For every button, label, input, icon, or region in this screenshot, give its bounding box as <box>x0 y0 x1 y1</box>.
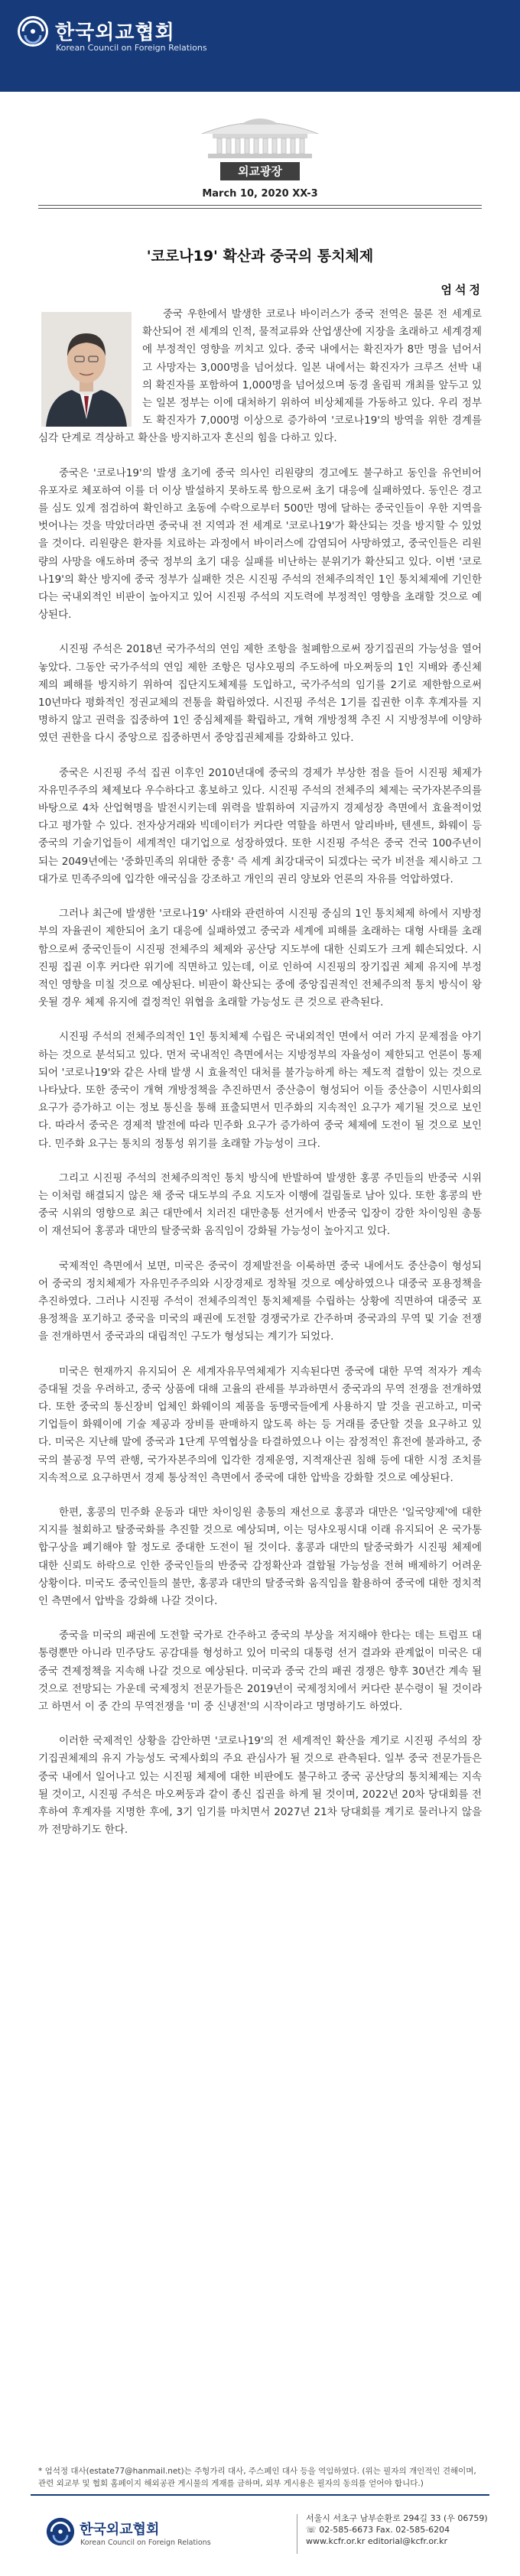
column-title-badge: 외교광장 <box>220 162 300 180</box>
footer-address: 서울시 서초구 남부순환로 294길 33 (우 06759) <box>306 2513 488 2523</box>
paragraph: 이러한 국제적인 상황을 감안하면 '코로나19'의 전 세계적인 확산을 계기로 시진핑 주석의 장기집권체제의 유지 가능성도 국제사회의 주요 관심사가 될 것으로 관측된다. 일부 중국 전문가들은 중국 내에서 일어나고 있는 시진핑 체제에 대한 비판에도 불구하고 중국 공산당의 통치체제는 지속될 것이고, 시진핑 주석은 마오쩌둥과 같이 종신 집권을 하게 될 것이며, 2022년 20차 당대회를 전후하여 후계자를 지명한 후에, 3기 임기를 마치면서 2027년 21차 당대회를 계기로 물러나지 않을까 전망하기도 한다. <box>38 1735 482 1837</box>
paragraph: 미국은 현재까지 유지되어 온 세계자유무역체제가 지속된다면 중국에 대한 무역 적자가 계속 증대될 것을 우려하고, 중국 상품에 대해 고율의 관세를 부과하면서 중국과의 무역 전쟁을 전개하였다. 또한 중국의 통신장비 업체인 화웨이의 제품을 동맹국들에게 사용하지 말 것을 권고하고, 미국 기업들이 화웨이에 기술 제공과 장비를 판매하지 않도록 하는 등 거래를 중단할 것을 요구하고 있다. 미국은 지난해 말에 중국과 1단계 무역협상을 타결하였으나 이는 잠정적인 휴전에 불과하고, 중국의 불공정 무역 관행, 국가자본주의에 입각한 경제운영, 지적재산권 침해 등에 대한 시정 조치를 지속적으로 요구하면서 경제 통상적인 측면에서 중국에 대한 압박을 강화할 것으로 예상된다. <box>38 1365 482 1484</box>
footer-org-name-en: Korean Council on Foreign Relations <box>80 2539 211 2547</box>
paragraph: 그러나 최근에 발생한 '코로나19' 사태와 관련하여 시진핑 중심의 1인 통치체제 하에서 지방정부의 자율권이 제한되어 초기 대응에 실패하였고 중국과 세계에 피해를 초래하는 대형 사태를 초래함으로써 중국인들이 시진핑 전체주의 체제와 공산당 지도부에 대한 신뢰도가 크게 훼손되었다. 시진핑 집권 이후 커다란 위기에 직면하고 있는데, 이로 인하여 시진핑의 장기집권 체제 유지에 부정적인 영향을 미칠 것으로 예상된다. 비판이 확산되는 중에 중앙집권적인 전체주의적 통치 방식이 왕웃될 경우 체제 유지에 결정적인 위협을 초래할 가능성도 큰 것으로 관측된다. <box>38 908 482 1009</box>
divider <box>38 208 482 209</box>
article-title: '코로나19' 확산과 중국의 통치체제 <box>146 248 374 265</box>
article-body <box>38 306 482 1856</box>
paragraph: 중국을 미국의 패권에 도전할 국가로 간주하고 중국의 부상을 저지해야 한다는 데는 트럼프 대통령뿐만 아니라 민주당도 공감대를 형성하고 있어 미국의 대통령 선거 결과와 관계없이 미국은 대중국 견제정책을 지속해 나갈 것으로 예상된다. 미국과 중국 간의 패권 경쟁은 향후 30년간 계속 될 것으로 전망되는 가운데 국제정치 전문가들은 2019년이 국제정치에서 커다란 분수령이 될 것이라고 하면서 이 중 간의 무역전쟁을 '미 중 신냉전'의 시작이라고 명명하기도 하였다. <box>38 1629 482 1714</box>
divider <box>38 205 482 206</box>
building-emblem-icon <box>197 111 323 160</box>
paragraph: 중국 우한에서 발생한 코로나 바이러스가 중국 전역은 물론 전 세계로 확산되어 전 세계의 인적, 물적교류와 산업생산에 지장을 초래하고 세계경제에 부정적인 영향을 끼치고 있다. 중국 내에서는 확진자가 8만 명을 넘어서고 사망자는 3,000명을 넘어섰다. 일본 내에서는 확진자가 크루즈 선박 내의 확진자를 포함하여 1,000명을 넘어섰으며 동경 올림픽 개최를 앞두고 있는 일본 정부는 이에 대처하기 위하여 비상체제를 가동하고 있다. 우리 정부도 확진자가 7,000명 이상으로 증가하여 '코로나19'의 방역을 위한 경계를 심각 단계로 격상하고 확산을 방지하고자 혼신의 힘을 다하고 있다. <box>38 308 482 445</box>
paragraph: 한편, 홍콩의 민주화 운동과 대만 차이잉원 총통의 재선으로 홍콩과 대만은 '일국양제'에 대한 지지를 철회하고 탈중국화를 추진할 것으로 예상되며, 이는 덩샤오핑시대 이래 유지되어 온 국가통합구상을 폐기해야 할 정도로 중대한 도전이 될 것이다. 홍콩과 대만의 탈중국화가 시진핑 체제에 대한 신뢰도 하락으로 인한 중국인들의 반중국 감정확산과 결합될 가능성을 전혀 배제하기 어려운 상황이다. 미국도 중국인들의 불만, 홍콩과 대만의 탈중국화 움직임을 활용하여 중국에 대한 정치적인 측면에서 압박을 강화해 나갈 것이다. <box>38 1506 482 1607</box>
paragraph: 시진핑 주석의 전체주의적인 1인 통치체제 수립은 국내외적인 면에서 여러 가지 문제점을 야기하는 것으로 분석되고 있다. 먼저 국내적인 측면에서는 지방정부의 자율성이 제한되고 언론이 통제되어 '코로나19'와 같은 사태 발생 시 효율적인 대처를 불가능하게 하는 제도적 결함이 있는 것으로 나타났다. 또한 중국이 개혁 개방정책을 추진하면서 중산층이 형성되어 이들 중산층이 시민사회의 요구가 증가하고 이는 정보 통신을 통해 표출되면서 민주화의 지속적인 요구가 제기될 것으로 보인다. 따라서 중국은 경제적 발전에 따라 민주화 요구가 증가하여 중국 체제에 도전이 될 것으로 보인다. 민주화 요구는 통치의 정통성 위기를 초래할 가능성이 크다. <box>38 1031 482 1150</box>
org-name: 한국외교협회 <box>55 21 175 44</box>
footer-web[interactable]: www.kcfr.or.kr editorial@kcfr.or.kr <box>306 2536 448 2546</box>
footer-phone: ☏ 02-585-6673 Fax. 02-585-6204 <box>306 2525 450 2535</box>
paragraph: 국제적인 측면에서 보면, 미국은 중국이 경제발전을 이룩하면 중국 내에서도 중산층이 형성되어 중국의 정치체제가 자유민주주의와 시장경제로 정착될 것으로 예상하였으나 대중국 포용정책을 추진하였다. 그러나 시진핑 주석이 전체주의적인 통치체제를 수립하는 상황에 직면하여 대중국 포용정책을 포기하고 중국을 미국의 패권에 도전할 경쟁국가로 간주하며 중국과의 무역 및 기술 전쟁을 전개하면서 중국과의 대립적인 구도가 형성되는 계기가 되었다. <box>38 1259 482 1343</box>
footer-divider <box>31 2494 489 2496</box>
footer-org-name: 한국외교협회 <box>80 2522 160 2538</box>
kcfr-logo-icon <box>17 15 49 47</box>
org-name-en: Korean Council on Foreign Relations <box>56 43 207 53</box>
paragraph: 그리고 시진핑 주석의 전체주의적인 통치 방식에 반발하여 발생한 홍콩 주민들의 반중국 시위는 이처럼 해결되지 않은 채 중국 대도부의 주요 지도자 이행에 걸림돌로 남아 있다. 또한 홍콩의 반중국 시위의 영향으로 최근 대만에서 치러진 대만총통 선거에서 반중국 입장이 강한 차이잉원 총통이 재선되어 홍콩과 대만의 탈중국화 움직임이 강화될 가능성이 높아지고 있다. <box>38 1171 482 1238</box>
kcfr-logo-icon <box>46 2517 75 2546</box>
paragraph: 중국은 시진핑 주석 집권 이후인 2010년대에 중국의 경제가 부상한 점을 들어 시진핑 체제가 자유민주주의 체제보다 우수하다고 홍보하고 있다. 시진핑 주석의 전체주의 체제는 국가자본주의를 바탕으로 4차 산업혁명을 발전시키는데 위력을 발휘하여 지금까지 경제성장 측면에서 효율적이었다고 평가할 수 있다. 전자상거래와 빅데이터가 커다란 역할을 하면서 알리바바, 텐센트, 화웨이 등 중국의 기술기업들이 세계적인 대기업으로 성장하였다. 또한 시진핑 주석은 중국 건국 100주년이 되는 2049년에는 '중화민족의 위대한 중흥' 즉 세계 최강대국이 되겠다는 국가 비전을 제시하고 그 대가로 민족주의에 입각한 애국심을 강조하고 개인의 권리 양보와 언론의 자유를 억압하였다. <box>38 766 482 885</box>
paragraph: 중국은 '코로나19'의 발생 초기에 중국 의사인 리원량의 경고에도 불구하고 동인을 유언비어 유포자로 체포하여 이를 더 이상 발설하지 못하도록 함으로써 초기 대응에 실패하였다. 동인은 경고를 심도 있게 점검하여 확인하고 초동에 수락으로부터 500만 명에 달하는 중국인들이 우한 지역을 벗어나는 것을 막았더라면 중국내 전 지역과 전 세계로 '코로나19'가 확산되는 것을 방지할 수 있었을 것이다. 리원량은 환자를 치료하는 과정에서 바이러스에 감염되어 사망하였고, 중국인들은 리원량의 사망을 애도하며 중국 정부의 초기 대응 실패를 비난하는 분위기가 확산되고 있다. 이번 '코로나19'의 확산 방지에 중국 정부가 실패한 것은 시진핑 주석의 전체주의적인 1인 통치체제에 기인한다는 국내외적인 비판이 높아지고 있어 시진핑 주석의 지도력에 부정적인 영향을 초래할 것으로 예상된다. <box>38 466 482 622</box>
issue-date: March 10, 2020 XX-3 <box>202 188 318 200</box>
author-name: 엄석정 <box>440 283 483 297</box>
author-footnote: * 엄석정 대사(estate77@hanmail.net)는 주헝가리 대사, 주스페인 대사 등을 역임하였다. (위는 필자의 개인적인 견해이며, 관련 외교부 및 협회 홈페이지 해외공관 게시물의 게재를 금하며, 외부 게시용은 필자의 동의를 얻어야 합니다.) <box>38 2467 476 2488</box>
photo-spacer <box>38 306 142 425</box>
header-bar <box>0 0 520 92</box>
footer-contact <box>306 2513 488 2547</box>
paragraph: 시진핑 주석은 2018년 국가주석의 연임 제한 조항을 철폐함으로써 장기집권의 가능성을 열어 놓았다. 그동안 국가주석의 연임 제한 조항은 덩샤오핑의 주도하에 마오쩌둥의 1인 지배와 종신체제의 폐해를 방지하기 위하여 집단지도체제를 도입하고, 국가주석의 임기를 2기로 제한함으로써 10년마다 평화적인 정권교체의 전통을 확립하였다. 시진핑 주석은 1기를 집권한 이후 후계자를 지명하지 않고 권력을 집중하여 1인 중심체제를 확립하고, 개혁 개방정책 추진 시 지방정부에 이양하였던 권한을 다시 중앙으로 집중하면서 중앙집권체제를 강화하고 있다. <box>38 643 482 745</box>
